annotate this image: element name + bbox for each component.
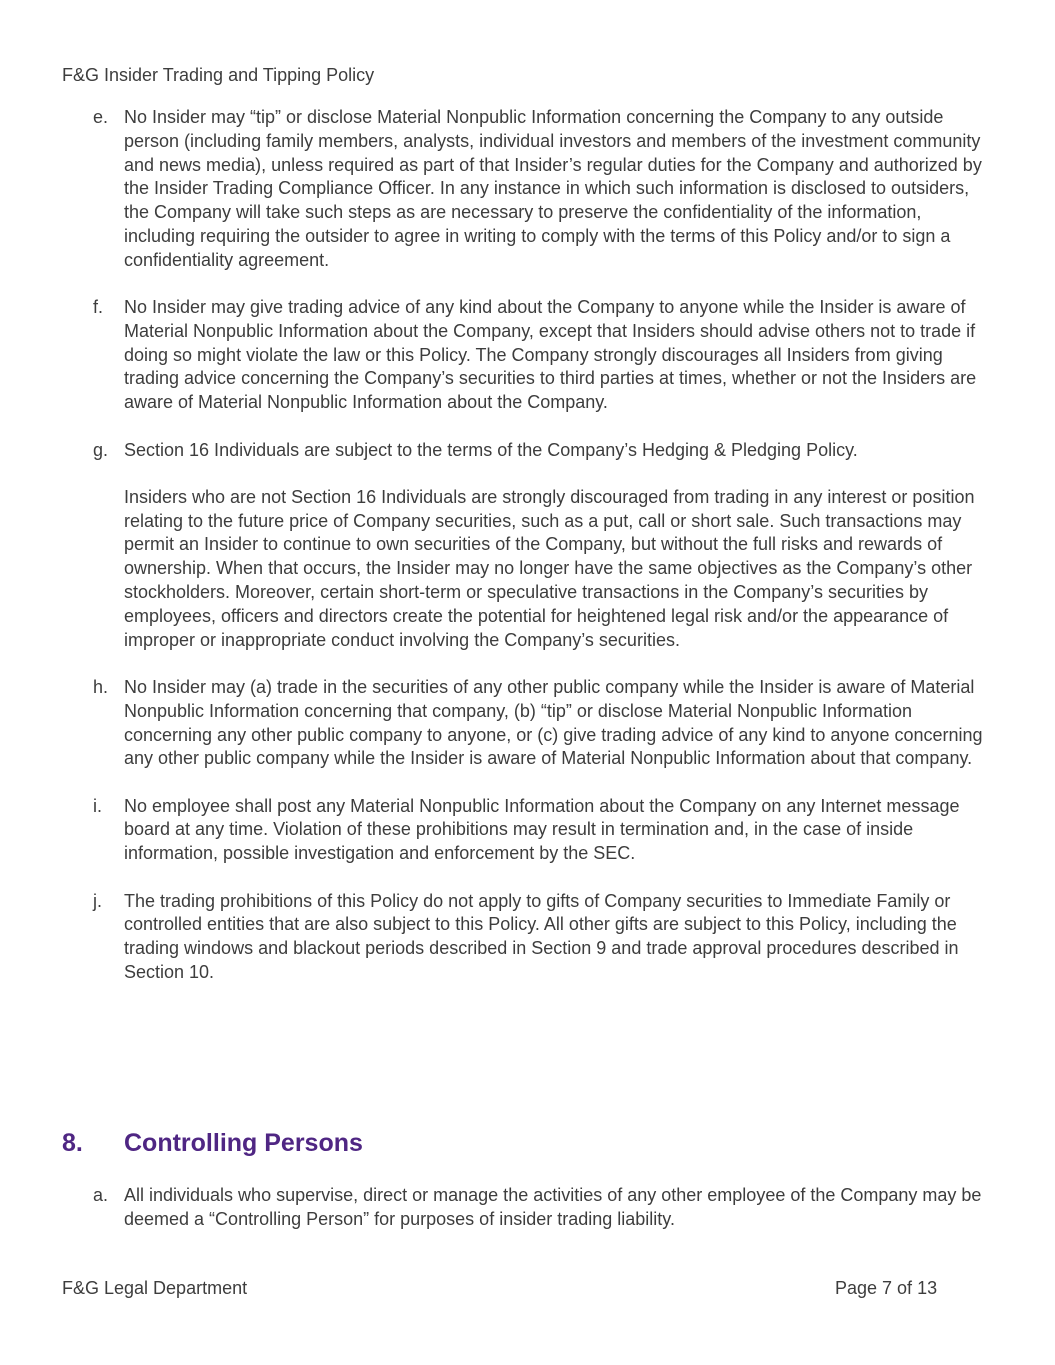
list-item <box>62 676 994 771</box>
list-item-letter: g. <box>93 439 109 460</box>
list-item <box>62 106 994 273</box>
list-item <box>62 795 994 866</box>
list-item <box>62 296 994 415</box>
running-header: F&G Insider Trading and Tipping Policy <box>62 65 375 85</box>
list-item-letter: f. <box>93 297 104 318</box>
list-item-paragraph: Section 16 Individuals are subject to the terms of the Company’s Hedging & Pledging Policy. <box>124 439 858 460</box>
list-item <box>62 439 994 653</box>
list-item-paragraph: No employee shall post any Material Nonpublic Information about the Company on any Internet message board at any time. Violation of these prohibitions may result in termination and, in the case of inside information, possible investigation and enforcement by the SEC. <box>124 795 960 864</box>
section-heading <box>62 1126 363 1160</box>
list-item-paragraph: No Insider may (a) trade in the securities of any other public company while the Insider is aware of Material Nonpublic Information concerning that company, (b) “tip” or disclose Material Nonpublic Information concerning any other public company to anyone, or (c) give trading advice of any kind to anyone concerning any other public company while the Insider is aware of Material Nonpublic Information about that company. <box>124 676 983 769</box>
section-title: Controlling Persons <box>124 1129 363 1157</box>
footer-page-number: Page 7 of 13 <box>835 1278 938 1298</box>
list-item-letter: h. <box>93 676 109 697</box>
list-item-letter: j. <box>93 890 102 911</box>
footer-department: F&G Legal Department <box>62 1278 248 1298</box>
list-item-paragraph: The trading prohibitions of this Policy do not apply to gifts of Company securities to Immediate Family or controlled entities that are also subject to this Policy. All other gifts are subject to this Policy, including the trading windows and blackout periods described in Section 9 and trade approval procedures described in Section 10. <box>124 890 959 982</box>
list-item <box>62 1184 994 1232</box>
section-number: 8. <box>62 1129 83 1157</box>
policy-items <box>62 106 994 1008</box>
list-item <box>62 890 994 985</box>
list-item-letter: i. <box>93 795 102 816</box>
list-item-letter: e. <box>93 107 109 127</box>
list-item-paragraph: Insiders who are not Section 16 Individuals are strongly discouraged from trading in any interest or position relating to the future price of Company securities, such as a put, call or short sale. Such transactions may permit an Insider to continue to own securities of the Company, but without the full risks and rewards of ownership. When that occurs, the Insider may no longer have the same objectives as the Company’s other stockholders. Moreover, certain short-term or speculative transactions in the Company’s securities by employees, officers and directors create the potential for heightened legal risk and/or the appearance of improper or inappropriate conduct involving the Company’s securities. <box>124 486 975 650</box>
list-item-letter: a. <box>93 1185 109 1205</box>
list-item-paragraph: No Insider may give trading advice of any kind about the Company to anyone while the Insider is aware of Material Nonpublic Information about the Company, except that Insiders should advise others not to trade if doing so might violate the law or this Policy. The Company strongly discourages all Insiders from giving trading advice concerning the Company’s securities to third parties at times, whether or not the Insiders are aware of Material Nonpublic Information about the Company. <box>124 297 977 413</box>
list-item-paragraph: No Insider may “tip” or disclose Material Nonpublic Information concerning the Company to any outside person (including family members, analysts, individual investors and members of the investment community and news media), unless required as part of that Insider’s regular duties for the Company and authorized by the Insider Trading Compliance Officer. In any instance in which such information is disclosed to outsiders, the Company will take such steps as are necessary to preserve the confidentiality of the information, including requiring the outsider to agree in writing to comply with the terms of this Policy and/or to sign a confidentiality agreement. <box>124 107 982 270</box>
list-item-paragraph: All individuals who supervise, direct or manage the activities of any other employee of the Company may be deemed a “Controlling Person” for purposes of insider trading liability. <box>124 1185 982 1229</box>
section-items <box>62 1184 994 1255</box>
